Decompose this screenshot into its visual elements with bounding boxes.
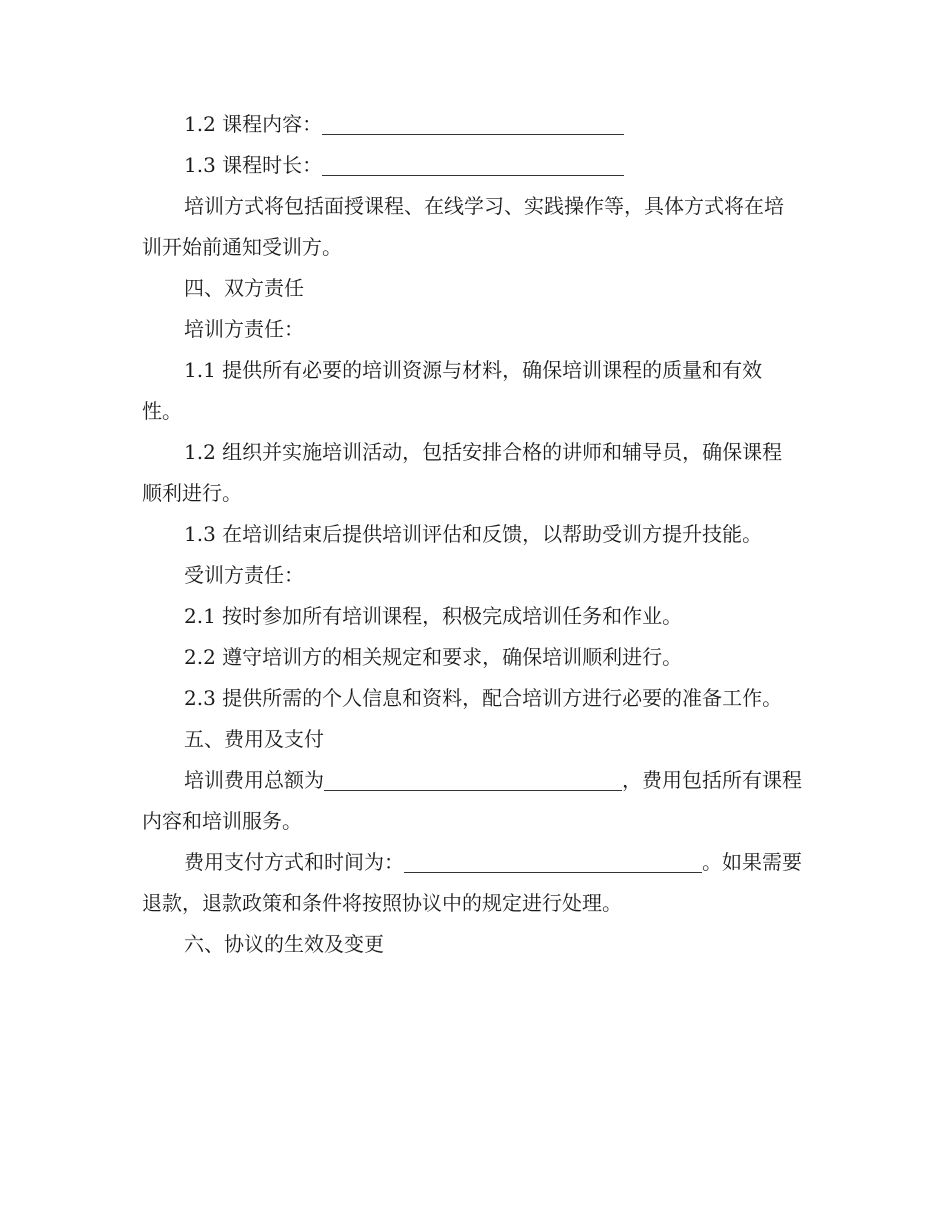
course-content-line: [142, 104, 802, 145]
trainer-item-1: 1.1 提供所有必要的培训资源与材料，确保培训课程的质量和有效性。: [142, 358, 763, 423]
course-content-label: 1.2 课程内容：: [184, 112, 323, 136]
payment-method-prefix: 费用支付方式和时间为：: [184, 850, 404, 874]
fee-total-paragraph: [142, 760, 802, 842]
payment-method-paragraph: [142, 842, 802, 924]
section-heading-fees: 五、费用及支付: [184, 727, 324, 751]
training-method-paragraph: 培训方式将包括面授课程、在线学习、实践操作等，具体方式将在培训开始前通知受训方。: [142, 194, 784, 259]
fee-total-prefix: 培训费用总额为: [184, 768, 324, 792]
trainee-responsibility-heading: 受训方责任：: [184, 563, 304, 587]
payment-method-blank: [404, 850, 702, 873]
trainer-item-2: 1.2 组织并实施培训活动，包括安排合格的讲师和辅导员，确保课程顺利进行。: [142, 440, 783, 505]
section-heading-effectiveness: 六、协议的生效及变更: [184, 932, 384, 956]
trainee-item-2: 2.2 遵守培训方的相关规定和要求，确保培训顺利进行。: [184, 645, 683, 669]
document-body: [142, 104, 802, 965]
trainee-item-3: 2.3 提供所需的个人信息和资料，配合培训方进行必要的准备工作。: [184, 686, 783, 710]
trainer-item-3: 1.3 在培训结束后提供培训评估和反馈，以帮助受训方提升技能。: [184, 522, 763, 546]
fee-total-suffix: ，费用包括所有课程内容和培训服务。: [142, 768, 802, 833]
payment-method-suffix: 。如果需要退款，退款政策和条件将按照协议中的规定进行处理。: [142, 850, 802, 915]
fee-total-blank: [324, 768, 622, 791]
section-heading-responsibilities: 四、双方责任: [184, 276, 304, 300]
trainee-item-1: 2.1 按时参加所有培训课程，积极完成培训任务和作业。: [184, 604, 683, 628]
course-duration-label: 1.3 课程时长：: [184, 153, 323, 177]
course-duration-line: [142, 145, 802, 186]
trainer-responsibility-heading: 培训方责任：: [184, 317, 304, 341]
course-duration-blank: [322, 153, 624, 176]
course-content-blank: [322, 112, 624, 135]
